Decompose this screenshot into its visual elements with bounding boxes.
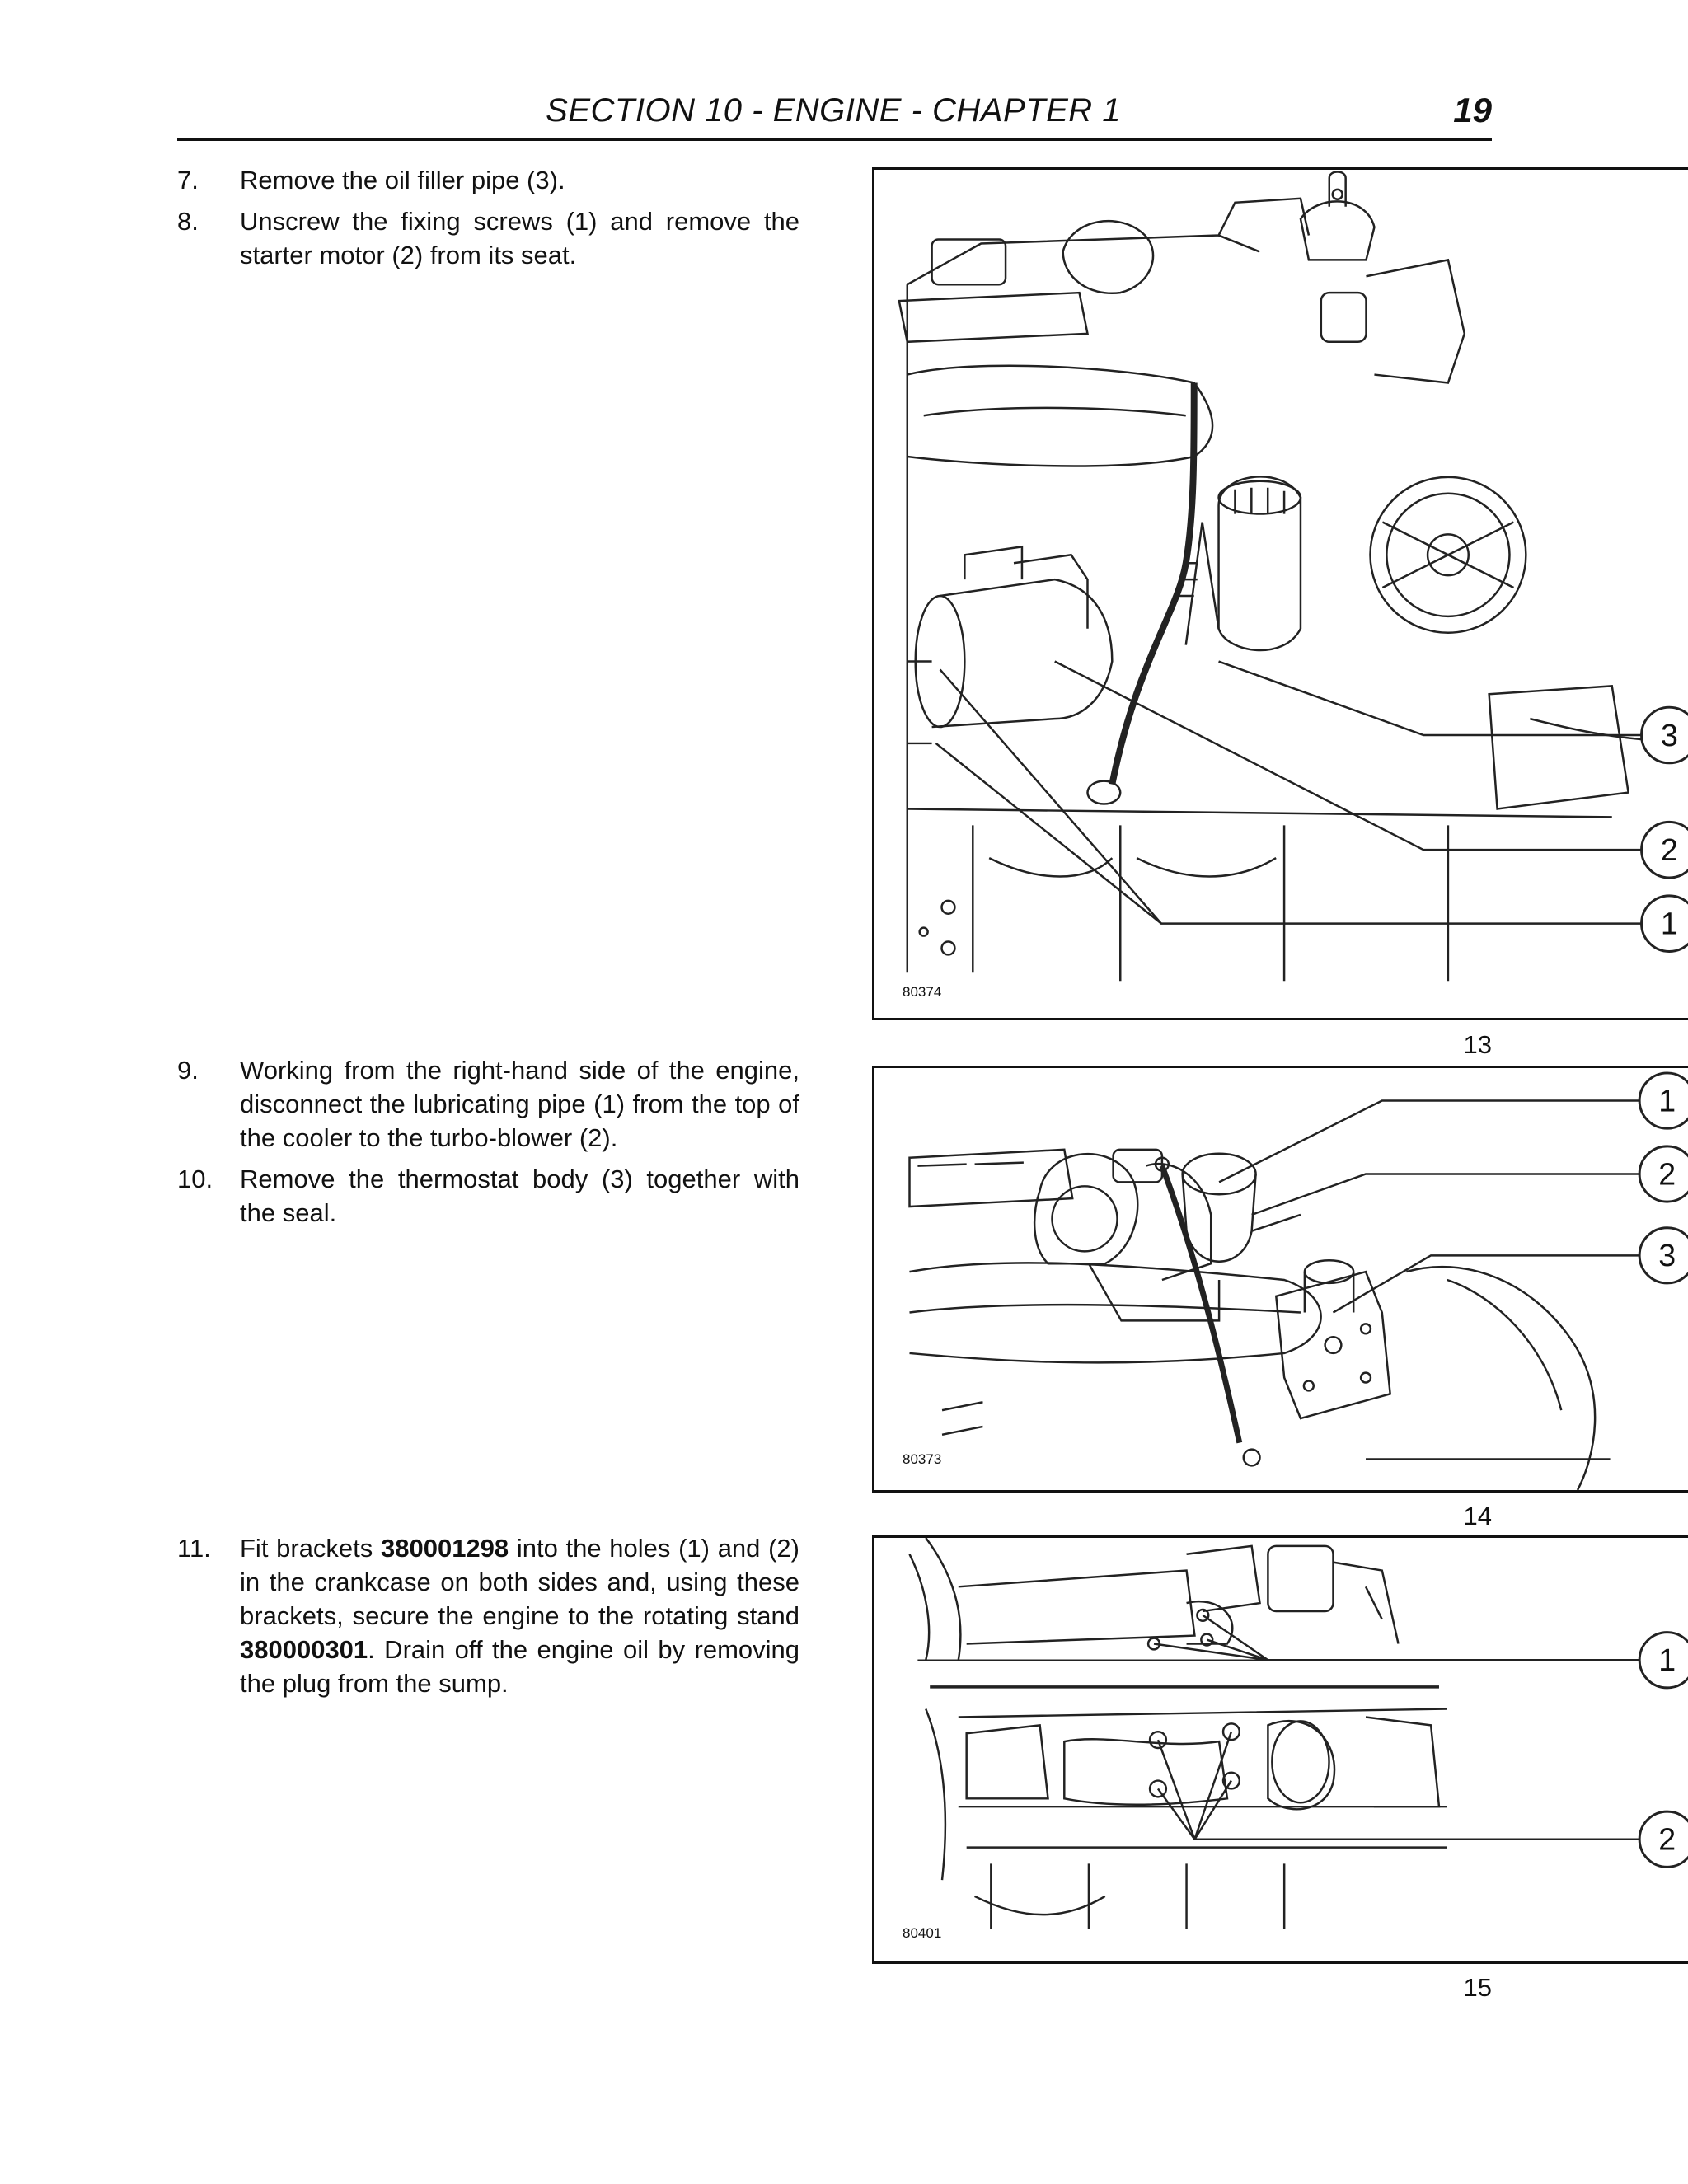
figure-code: 80373	[903, 1451, 942, 1467]
step-text: Unscrew the fixing screws (1) and remove the starter motor (2) from its seat.	[240, 207, 799, 269]
steps-group-1	[177, 163, 799, 279]
step-10	[177, 1162, 799, 1230]
steps-group-3	[177, 1531, 799, 1708]
callout-3: 3	[1660, 718, 1678, 753]
callout-2: 2	[1658, 1156, 1676, 1192]
callout-1: 1	[1660, 907, 1678, 942]
step-number: 9.	[177, 1056, 199, 1085]
figure-13	[872, 167, 1688, 1020]
callout-2: 2	[1660, 833, 1678, 869]
steps-group-2	[177, 1053, 799, 1237]
figure-code: 80374	[903, 984, 942, 1000]
step-text: Fit brackets 380001298 into the holes (1) and (2) in the crankcase on both sides and, using these brackets, secure the engine to the rotating stand 380000301. Drain off the engine oil by removing the plug from the sump.	[240, 1534, 799, 1698]
header-rule	[177, 138, 1492, 141]
step-number: 11.	[177, 1534, 211, 1563]
figure-14	[872, 1066, 1688, 1493]
callout-3: 3	[1658, 1238, 1676, 1273]
turbo-thermostat-illustration	[874, 1068, 1688, 1490]
step-8	[177, 204, 799, 272]
callout-1: 1	[1658, 1643, 1676, 1678]
figure-15	[872, 1535, 1688, 1964]
step-text: Remove the oil filler pipe (3).	[240, 166, 565, 194]
tool-number: 380000301	[240, 1635, 368, 1664]
step-text: Working from the right-hand side of the engine, disconnect the lubricating pipe (1) from the top of the cooler to the turbo-blower (2).	[240, 1056, 799, 1152]
figure-number: 13	[1463, 1030, 1492, 1059]
page-number: 19	[1453, 91, 1492, 129]
step-7	[177, 163, 799, 197]
tool-number: 380001298	[380, 1534, 509, 1563]
crankcase-holes-illustration	[874, 1538, 1688, 1961]
section-header: SECTION 10 - ENGINE - CHAPTER 1	[546, 92, 1121, 129]
step-text: Remove the thermostat body (3) together with the seal.	[240, 1165, 799, 1227]
step-11	[177, 1531, 799, 1700]
step-number: 8.	[177, 207, 199, 236]
step-number: 7.	[177, 166, 199, 194]
engine-starter-illustration	[874, 170, 1688, 1018]
callout-1: 1	[1658, 1083, 1676, 1118]
callout-2: 2	[1658, 1821, 1676, 1857]
figure-code: 80401	[903, 1925, 942, 1941]
step-9	[177, 1053, 799, 1155]
step-number: 10.	[177, 1165, 213, 1193]
figure-number: 14	[1463, 1502, 1492, 1530]
figure-number: 15	[1463, 1973, 1492, 2002]
